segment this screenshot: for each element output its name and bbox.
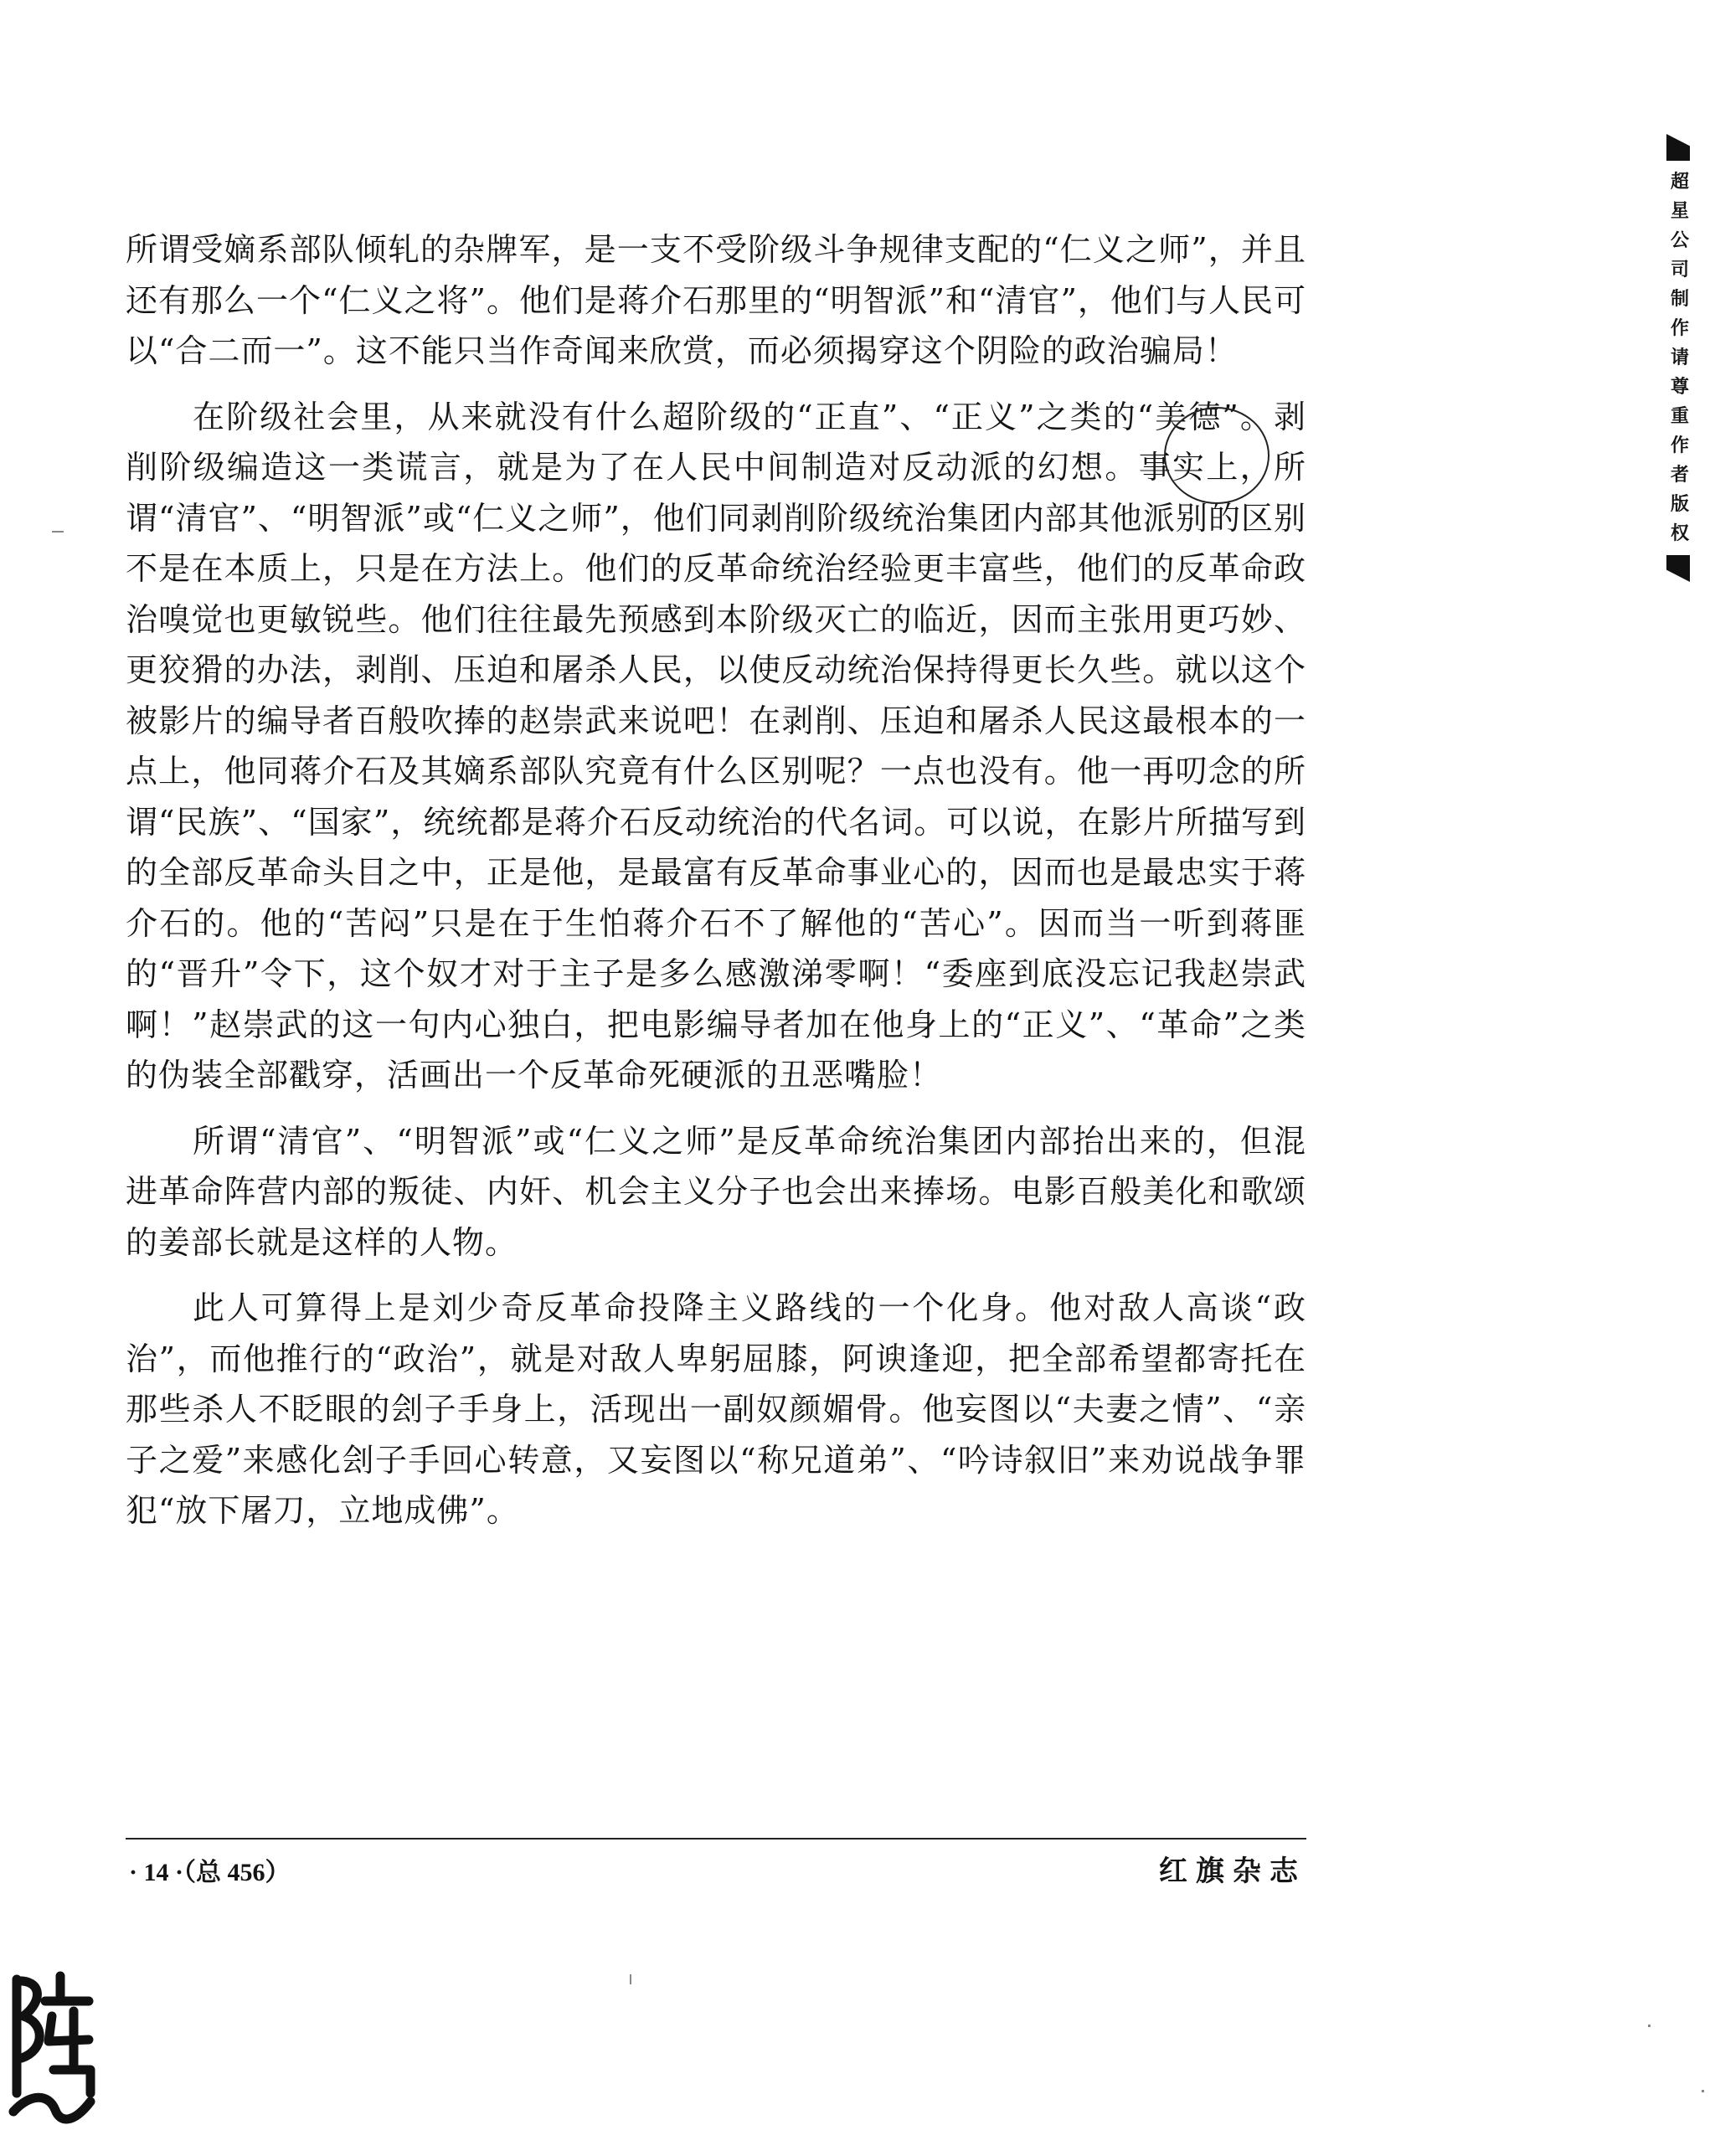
paragraph-1: 所谓受嫡系部队倾轧的杂牌军，是一支不受阶级斗争规律支配的“仁义之师”，并且还有那么一个“仁义之将”。他们是蒋介石那里的“明智派”和“清官”，他们与人民可以“合二而一”。这不能只当作奇闻来欣赏，而必须揭穿这个阴险的政治骗局！ xyxy=(126,231,1306,369)
page-footer xyxy=(126,1838,1306,1888)
scan-mark xyxy=(630,1974,631,1984)
page-number: · 14 ·（总 456） xyxy=(129,1859,291,1886)
paragraph-2: 在阶级社会里，从来就没有什么超阶级的“正直”、“正义”之类的“美德”。剥削阶级编造这一类谎言，就是为了在人民中间制造对反动派的幻想。事实上，所谓“清官”、“明智派”或“仁义之师”，他们同剥削阶级统治集团内部其他派别的区别不是在本质上，只是在方法上。他们的反革命统治经验更丰富些，他们的反革命政治嗅觉也更敏锐些。他们往往最先预感到本阶级灭亡的临近，因而主张用更巧妙、更狡猾的办法，剥削、压迫和屠杀人民，以使反动统治保持得更长久些。就以这个被影片的编导者百般吹捧的赵崇武来说吧！在剥削、压迫和屠杀人民这最根本的一点上，他同蒋介石及其嫡系部队究竟有什么区别呢？一点也没有。他一再叨念的所谓“民族”、“国家”，统统都是蒋介石反动统治的代名词。可以说，在影片所描写到的全部反革命头目之中，正是他，是最富有反革命事业心的，因而也是最忠实于蒋介石的。他的“苦闷”只是在于生怕蒋介石不了解他的“苦心”。因而当一听到蒋匪的“晋升”令下，这个奴才对于主子是多么感激涕零啊！“委座到底没忘记我赵崇武啊！”赵崇武的这一句内心独白，把电影编导者加在他身上的“正义”、“革命”之类的伪装全部戳穿，活画出一个反革命死硬派的丑恶嘴脸！ xyxy=(126,398,1306,1093)
strip-top-bar xyxy=(1666,134,1690,161)
body-text xyxy=(126,224,1306,1536)
seal-stamp-icon xyxy=(5,1968,99,2132)
strip-bottom-bar xyxy=(1666,555,1690,582)
side-copyright-notice: 超星公司制作 请尊重作者版权 xyxy=(1670,172,1689,544)
scan-mark xyxy=(1702,2090,1704,2092)
side-copyright-strip xyxy=(1663,134,1697,636)
paragraph-4: 此人可算得上是刘少奇反革命投降主义路线的一个化身。他对敌人高谈“政治”，而他推行的“政治”，就是对敌人卑躬屈膝，阿谀逢迎，把全部希望都寄托在那些杀人不眨眼的刽子手身上，活现出一副奴颜媚骨。他妄图以“夫妻之情”、“亲子之爱”来感化刽子手回心转意，又妄图以“称兄道弟”、“吟诗叙旧”来劝说战争罪犯“放下屠刀，立地成佛”。 xyxy=(126,1289,1306,1529)
scan-mark xyxy=(1648,2025,1651,2027)
paragraph-3: 所谓“清官”、“明智派”或“仁义之师”是反革命统治集团内部抬出来的，但混进革命阵营内部的叛徒、内奸、机会主义分子也会出来捧场。电影百般美化和歌颂的姜部长就是这样的人物。 xyxy=(126,1122,1306,1261)
journal-name: 红旗杂志 xyxy=(1159,1855,1306,1888)
scan-mark xyxy=(52,531,64,533)
